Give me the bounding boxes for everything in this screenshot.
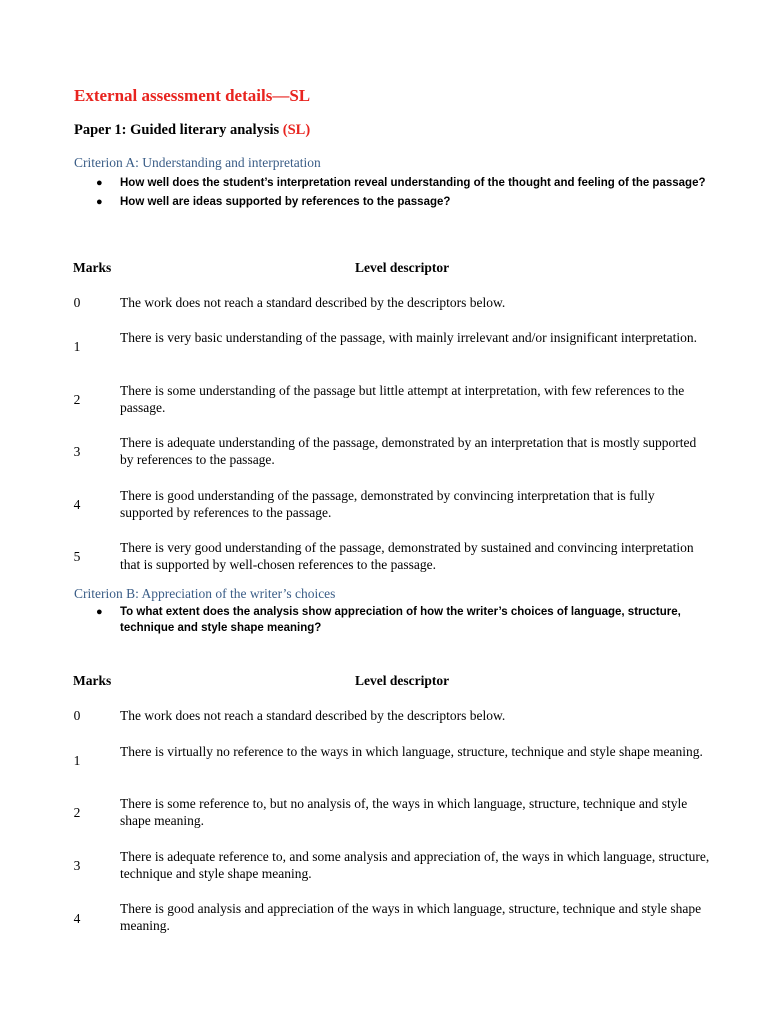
level-descriptor: There is good analysis and appreciation of the ways in which language, structure, technique and style shape meaning.	[120, 901, 702, 933]
paper-suffix: (SL)	[282, 122, 311, 138]
level-descriptor-header: Level descriptor	[355, 673, 450, 688]
mark-value: 2	[73, 392, 81, 407]
mark-value: 0	[73, 295, 81, 310]
mark-value: 3	[73, 858, 81, 873]
level-descriptor: There is some understanding of the passage but little attempt at interpretation, with few references to the passage.	[120, 383, 685, 415]
marks-header: Marks	[73, 260, 112, 275]
list-item: ● How well are ideas supported by references to the passage?	[96, 195, 716, 211]
level-descriptor: There is good understanding of the passage, demonstrated by convincing interpretation that is fully supported by references to the passage.	[120, 488, 655, 520]
mark-value: 0	[73, 708, 81, 723]
level-descriptor: The work does not reach a standard described by the descriptors below.	[120, 708, 506, 723]
mark-value: 4	[73, 911, 81, 926]
paper-heading	[74, 122, 310, 139]
level-descriptor: The work does not reach a standard described by the descriptors below.	[120, 295, 506, 310]
criterion-a-bullets	[96, 176, 716, 213]
paper-label: Paper 1: Guided literary analysis	[74, 122, 280, 138]
mark-value: 1	[73, 753, 81, 768]
level-descriptor-header: Level descriptor	[355, 260, 450, 275]
level-descriptor: There is adequate reference to, and some analysis and appreciation of, the ways in which language, structure, technique and style shape meaning.	[120, 849, 710, 881]
criterion-b-heading: Criterion B: Appreciation of the writer’s choices	[74, 586, 336, 601]
level-descriptor: There is some reference to, but no analysis of, the ways in which language, structure, technique and style shape meaning.	[120, 796, 688, 828]
mark-value: 3	[73, 444, 81, 459]
bullet-dot-icon: ●	[96, 195, 103, 208]
level-descriptor: There is adequate understanding of the passage, demonstrated by an interpretation that is mostly supported by references to the passage.	[120, 435, 697, 467]
mark-value: 5	[73, 549, 81, 564]
list-item: ● To what extent does the analysis show appreciation of how the writer’s choices of language, structure, technique and style shape meaning?	[96, 606, 681, 634]
document-title: External assessment details—SL	[74, 86, 311, 105]
level-descriptor: There is very good understanding of the passage, demonstrated by sustained and convincing interpretation that is supported by well-chosen references to the passage.	[120, 540, 694, 572]
marks-header: Marks	[73, 673, 112, 688]
criterion-a-heading: Criterion A: Understanding and interpretation	[74, 155, 321, 170]
level-descriptor: There is very basic understanding of the passage, with mainly irrelevant and/or insignificant interpretation.	[120, 330, 697, 345]
level-descriptor: There is virtually no reference to the ways in which language, structure, technique and style shape meaning.	[120, 744, 703, 759]
mark-value: 1	[73, 339, 81, 354]
list-item: ● How well does the student’s interpretation reveal understanding of the thought and feeling of the passage?	[96, 176, 716, 192]
bullet-dot-icon: ●	[96, 177, 103, 189]
bullet-dot-icon: ●	[96, 606, 103, 618]
mark-value: 2	[73, 805, 81, 820]
criterion-b-bullets	[96, 605, 716, 639]
mark-value: 4	[73, 497, 81, 512]
